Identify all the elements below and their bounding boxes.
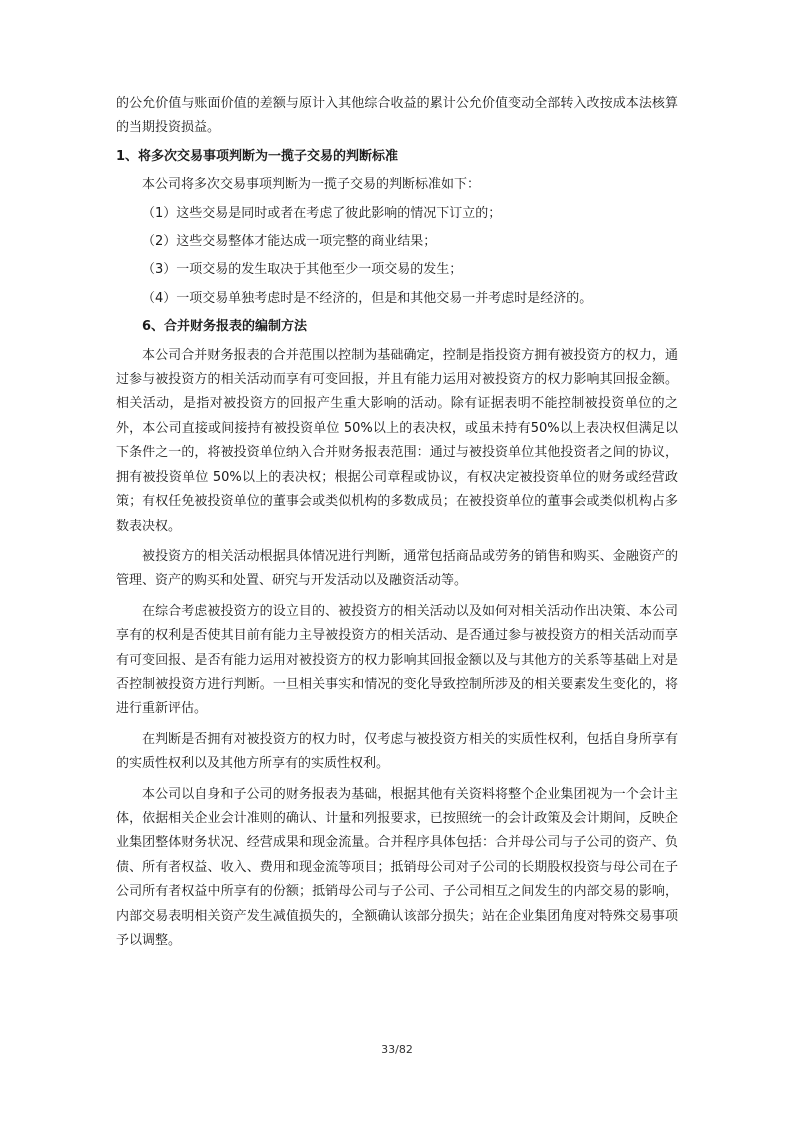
criteria-item-3: （3）一项交易的发生取决于其他至少一项交易的发生； (142, 262, 463, 278)
page-number: 33/82 (381, 1043, 413, 1056)
consolidation-paragraph-4: 在判断是否拥有对被投资方的权力时，仅考虑与被投资方相关的实质性权利，包括自身所享有的实质性权利以及其他方所享有的实质性权利。 (116, 731, 678, 772)
document-body (116, 92, 678, 953)
section-heading-consolidation: 6、合并财务报表的编制方法 (142, 319, 308, 335)
criteria-item-4: （4）一项交易单独考虑时是不经济的，但是和其他交易一并考虑时是经济的。 (142, 290, 593, 306)
consolidation-paragraph-5: 本公司以自身和子公司的财务报表为基础，根据其他有关资料将整个企业集团视为一个会计主体，依据相关企业会计准则的确认、计量和列报要求，已按照统一的会计政策及会计期间，反映企业集团整体财务状况、经营成果和现金流量。合并程序具体包括：合并母公司与子公司的资产、负债、所有者权益、收入、费用和现金流等项目；抵销母公司对子公司的长期股权投资与母公司在子公司所有者权益中所享有的份额；抵销母公司与子公司、子公司相互之间发生的内部交易的影响，内部交易表明相关资产发生减值损失的，全额确认该部分损失；站在企业集团角度对特殊交易事项予以调整。 (116, 786, 678, 948)
criteria-item-1: （1）这些交易是同时或者在考虑了彼此影响的情况下订立的； (142, 205, 502, 221)
consolidation-paragraph-1: 本公司合并财务报表的合并范围以控制为基础确定，控制是指投资方拥有被投资方的权力，通过参与被投资方的相关活动而享有可变回报，并且有能力运用对被投资方的权力影响其回报金额。相关活动，是指对被投资方的回报产生重大影响的活动。除有证据表明不能控制被投资单位的之外，本公司直接或间接持有被投资单位 50%以上的表决权，或虽未持有50%以上表决权但满足以下条件之一的，将被投资单位纳入合并财务报表范围：通过与被投资单位其他投资者之间的协议，拥有被投资单位 50%以上的表决权；根据公司章程或协议，有权决定被投资单位的财务或经营政策；有权任免被投资单位的董事会或类似机构的多数成员；在被投资单位的董事会或类似机构占多数表决权。 (116, 347, 678, 534)
criteria-item-2: （2）这些交易整体才能达成一项完整的商业结果； (142, 234, 437, 250)
bundled-criteria-intro: 本公司将多次交易事项判断为一揽子交易的判断标准如下： (142, 177, 481, 193)
consolidation-paragraph-2: 被投资方的相关活动根据具体情况进行判断，通常包括商品或劳务的销售和购买、金融资产的管理、资产的购买和处置、研究与开发活动以及融资活动等。 (116, 548, 678, 589)
consolidation-paragraph-3: 在综合考虑被投资方的设立目的、被投资方的相关活动以及如何对相关活动作出决策、本公司享有的权利是否使其目前有能力主导被投资方的相关活动、是否通过参与被投资方的相关活动而享有可变回报、是否有能力运用对被投资方的权力影响其回报金额以及与其他方的关系等基础上对是否控制被投资方进行判断。一旦相关事实和情况的变化导致控制所涉及的相关要素发生变化的，将进行重新评估。 (116, 603, 678, 717)
section-heading-bundled-transactions: 1、将多次交易事项判断为一揽子交易的判断标准 (116, 148, 399, 164)
continuation-paragraph: 的公允价值与账面价值的差额与原计入其他综合收益的累计公允价值变动全部转入改按成本法核算的当期投资损益。 (116, 96, 678, 136)
